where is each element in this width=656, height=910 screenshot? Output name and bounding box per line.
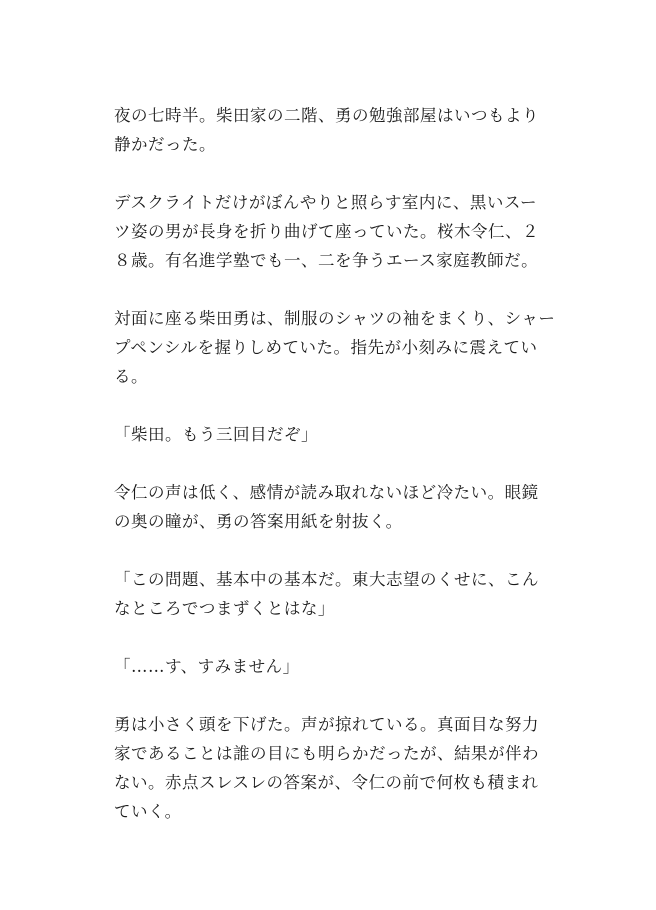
- text-line: 夜の七時半。柴田家の二階、勇の勉強部屋はいつもより: [114, 106, 539, 125]
- text-line: なところでつまずくとはな」: [114, 599, 335, 618]
- text-line: 令仁の声は低く、感情が読み取れないほど冷たい。眼鏡: [114, 483, 539, 502]
- text-line: 静かだった。: [114, 135, 216, 154]
- text-line: 家であることは誰の目にも明らかだったが、結果が伴わ: [114, 744, 539, 763]
- text-line: の奥の瞳が、勇の答案用紙を射抜く。: [114, 512, 403, 531]
- text-line: ない。赤点スレスレの答案が、令仁の前で何枚も積まれ: [114, 773, 539, 792]
- text-line: る。: [114, 367, 148, 386]
- paragraph-2: [114, 188, 546, 275]
- paragraph-1: [114, 101, 546, 159]
- paragraph-6-dialogue: [114, 565, 546, 623]
- text-line: ８歳。有名進学塾でも一、二を争うエース家庭教師だ。: [114, 251, 539, 270]
- text-line: 「……す、すみません」: [114, 657, 300, 676]
- text-line: プペンシルを握りしめていた。指先が小刻みに震えてい: [114, 338, 538, 357]
- paragraph-8: [114, 710, 546, 826]
- text-line: 「この問題、基本中の基本だ。東大志望のくせに、こん: [114, 570, 539, 589]
- text-line: ツ姿の男が長身を折り曲げて座っていた。桜木令仁、２: [114, 222, 539, 241]
- text-line: デスクライトだけがぼんやりと照らす室内に、黒いスー: [114, 193, 538, 212]
- paragraph-4-dialogue: [114, 420, 546, 449]
- paragraph-7-dialogue: [114, 652, 546, 681]
- paragraph-5: [114, 478, 546, 536]
- text-line: 対面に座る柴田勇は、制服のシャツの袖をまくり、シャー: [114, 309, 556, 328]
- text-line: ていく。: [114, 802, 182, 821]
- body-text: [114, 101, 556, 855]
- text-line: 勇は小さく頭を下げた。声が掠れている。真面目な努力: [114, 715, 539, 734]
- text-line: 「柴田。もう三回目だぞ」: [114, 425, 318, 444]
- paragraph-3: [114, 304, 556, 391]
